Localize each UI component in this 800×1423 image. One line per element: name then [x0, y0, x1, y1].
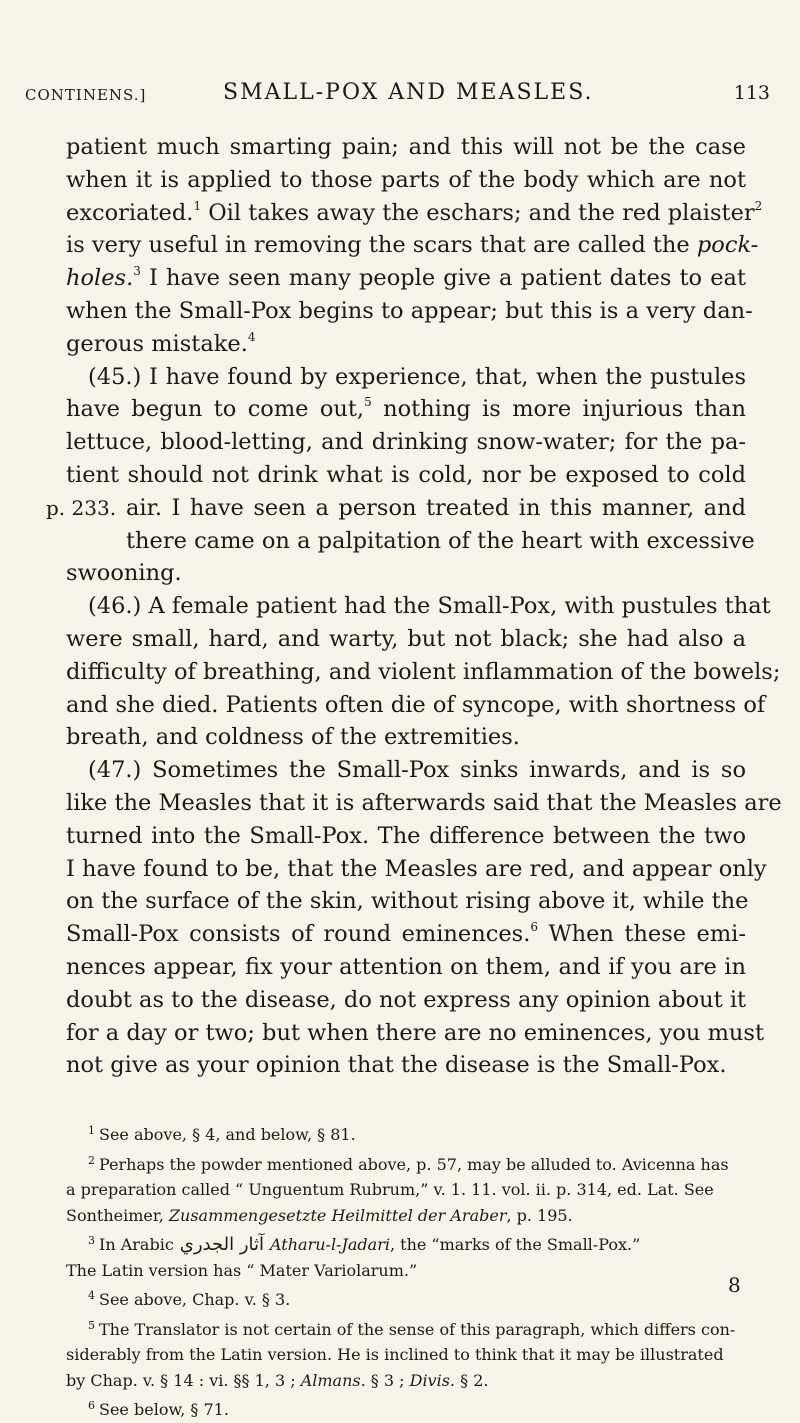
text-line: have begun to come out,$^5$ nothing is more injurious than — [66, 395, 747, 423]
footnote-ref-1: 1 — [193, 198, 202, 213]
running-section: CONTINENS.] — [25, 86, 147, 104]
paragraph-45-start: (45.) I have found by experience, that, when the pustules — [88, 363, 746, 390]
footnote-2: $^2$ Perhaps the powder mentioned above, p. 57, may be alluded to. Avicenna has — [88, 1153, 729, 1174]
text-line: like the Measles that it is afterwards said that the Measles are — [66, 789, 782, 816]
text-line: were small, hard, and warty, but not black; she had also a — [66, 625, 746, 652]
text-line: when the Small-Pox begins to appear; but this is a very dan- — [66, 297, 753, 324]
text-line: gerous mistake.$^4$ — [66, 329, 256, 357]
arabic-term: آثار الجدري — [179, 1234, 265, 1255]
text-line: on the surface of the skin, without rising above it, while the — [66, 888, 749, 915]
text-line: Small-Pox consists of round eminences.$^6$ When these emi- — [66, 920, 746, 948]
footnote-ref-5: 5 — [364, 395, 372, 410]
paragraph-46-start: (46.) A female patient had the Small-Pox, with pustules that — [88, 593, 771, 620]
running-header — [25, 80, 770, 114]
footnotes — [66, 1118, 746, 1423]
text-line: doubt as to the disease, do not express any opinion about it — [66, 986, 747, 1013]
footnote-6: $^6$ See below, § 71. — [88, 1399, 229, 1419]
text-line: swooning. — [66, 560, 182, 587]
text-line: for a day or two; but when there are no eminences, you must — [66, 1019, 764, 1046]
paragraph-47-start: (47.) Sometimes the Small-Pox sinks inwards, and is so — [88, 757, 746, 784]
text-line: breath, and coldness of the extremities. — [66, 724, 520, 751]
text-line: and she died. Patients often die of syncope, with shortness of — [66, 691, 766, 718]
text-line: nences appear, fix your attention on them, and if you are in — [66, 953, 746, 980]
text-line: patient much smarting pain; and this will not be the case — [66, 134, 746, 160]
text-line: difficulty of breathing, and violent inflammation of the bowels; — [66, 658, 781, 685]
text-line: when it is applied to those parts of the body which are not — [66, 166, 746, 193]
footnote-2-line: a preparation called “ Unguentum Rubrum,” v. 1. 11. vol. ii. p. 314, ed. Lat. See — [66, 1180, 714, 1199]
text-line: not give as your opinion that the disease is the Small-Pox. — [66, 1052, 727, 1079]
footnote-ref-6: 6 — [530, 920, 538, 935]
footnote-4: $^4$ See above, Chap. v. § 3. — [88, 1289, 291, 1309]
footnote-5: $^5$ The Translator is not certain of the sense of this paragraph, which differs con- — [88, 1318, 736, 1339]
text-line: there came on a palpitation of the heart with excessive — [126, 527, 755, 554]
margin-page-reference: p. 233. — [46, 495, 117, 520]
main-text — [46, 131, 782, 1082]
text-line: I have found to be, that the Measles are red, and appear only — [66, 855, 767, 882]
text-line: excoriated.$^1$ Oil takes away the eschars; and the red plaister$^2$ — [66, 198, 763, 226]
footnote-ref-3: 3 — [133, 264, 141, 279]
running-title: SMALL-POX AND MEASLES. — [223, 80, 594, 105]
footnote-ref-2: 2 — [754, 198, 763, 213]
footnote-2-line: Sontheimer, Zusammengesetzte Heilmittel der Araber, p. 195. — [66, 1205, 573, 1225]
page-number: 113 — [733, 82, 770, 104]
text-line: turned into the Small-Pox. The difference between the two — [66, 822, 746, 849]
footnote-3: $^3$ In Arabic آثار الجدري Atharu-l-Jadari, the “marks of the Small-Pox.” — [88, 1234, 641, 1255]
margin-row — [46, 492, 755, 558]
text-line: air. I have seen a person treated in this manner, and — [126, 494, 746, 521]
text-line: tient should not drink what is cold, nor be exposed to cold — [66, 461, 746, 488]
footnote-5-line: by Chap. v. § 14 : vi. §§ 1, 3 ; Almans. § 3 ; Divis. § 2. — [66, 1370, 489, 1390]
footnote-5-line: siderably from the Latin version. He is inclined to think that it may be illustrated — [66, 1345, 724, 1364]
footnote-ref-4: 4 — [247, 329, 256, 344]
text-line: is very useful in removing the scars that are called the pock- — [66, 232, 759, 259]
text-line: holes.$^3$ I have seen many people give a patient dates to eat — [66, 264, 746, 292]
signature-mark: 8 — [728, 1273, 741, 1297]
footnote-1: $^1$ See above, § 4, and below, § 81. — [88, 1124, 356, 1144]
text-line: lettuce, blood-letting, and drinking snow-water; for the pa- — [66, 429, 746, 456]
footnote-3-line: The Latin version has “ Mater Variolarum.” — [66, 1260, 418, 1280]
